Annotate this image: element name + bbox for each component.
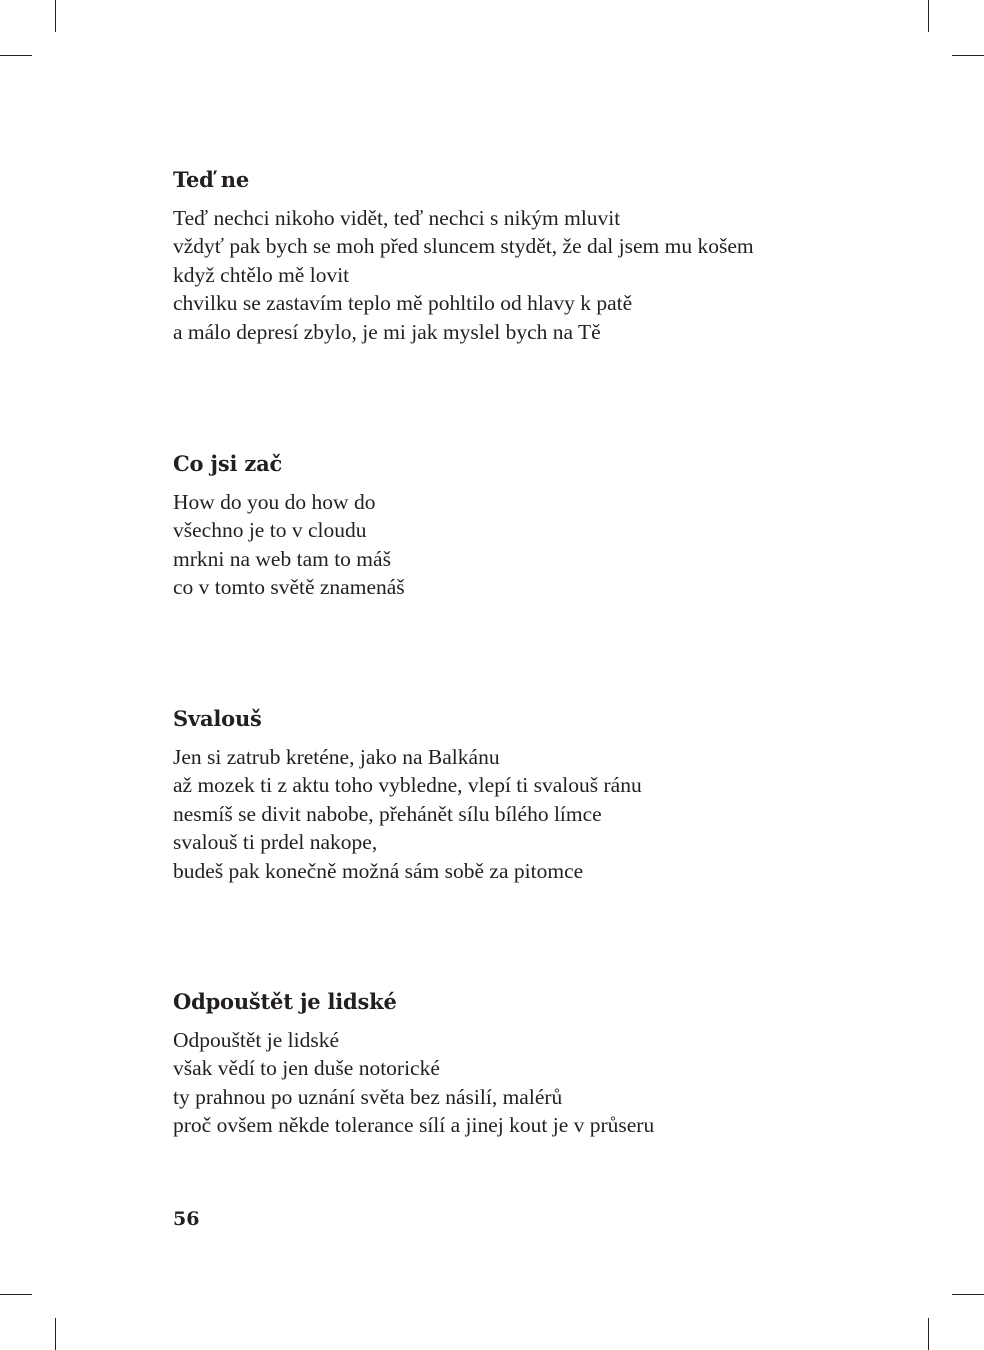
poem-line: How do you do how do bbox=[173, 490, 376, 514]
crop-mark-bottom-left-horizontal bbox=[0, 1294, 32, 1295]
poem-co-jsi-zac bbox=[173, 450, 893, 602]
poem-lines bbox=[173, 488, 893, 602]
poem-lines bbox=[173, 743, 893, 885]
page-number: 56 bbox=[173, 1208, 200, 1230]
poem-line: vždyť pak bych se moh před sluncem stydět, že dal jsem mu košem bbox=[173, 234, 754, 259]
poem-line: mrkni na web tam to máš bbox=[173, 546, 391, 571]
poem-line: všechno je to v cloudu bbox=[173, 518, 367, 543]
poem-line: a málo depresí zbylo, je mi jak myslel bych na Tě bbox=[173, 319, 601, 344]
poem-line: budeš pak konečně možná sám sobě za pitomce bbox=[173, 858, 584, 883]
poem-title: Svalouš bbox=[173, 706, 262, 731]
crop-mark-top-right-horizontal bbox=[952, 55, 984, 56]
poem-lines bbox=[173, 204, 893, 346]
poem-line: Odpouštět je lidské bbox=[173, 1028, 340, 1052]
poem-title: Teď ne bbox=[173, 167, 250, 192]
poem-line: svalouš ti prdel nakope, bbox=[173, 830, 378, 855]
crop-mark-top-left-horizontal bbox=[0, 55, 32, 56]
poem-odpoustet-je-lidske bbox=[173, 988, 893, 1140]
poem-line: když chtělo mě lovit bbox=[173, 262, 350, 287]
poem-lines bbox=[173, 1026, 893, 1140]
poem-ted-ne bbox=[173, 166, 893, 346]
poem-line: co v tomto světě znamenáš bbox=[173, 575, 405, 600]
crop-mark-top-left-vertical bbox=[55, 0, 56, 32]
crop-mark-bottom-right-vertical bbox=[928, 1318, 929, 1350]
poem-line: chvilku se zastavím teplo mě pohltilo od hlavy k patě bbox=[173, 291, 633, 316]
poem-line: proč ovšem někde tolerance sílí a jinej kout je v průseru bbox=[173, 1113, 655, 1138]
crop-mark-bottom-left-vertical bbox=[55, 1318, 56, 1350]
poem-svalous bbox=[173, 705, 893, 885]
crop-mark-bottom-right-horizontal bbox=[952, 1294, 984, 1295]
poem-line: až mozek ti z aktu toho vybledne, vlepí ti svalouš ránu bbox=[173, 773, 642, 798]
poem-line: Teď nechci nikoho vidět, teď nechci s nikým mluvit bbox=[173, 206, 621, 230]
poem-line: nesmíš se divit nabobe, přehánět sílu bílého límce bbox=[173, 801, 602, 826]
crop-mark-top-right-vertical bbox=[928, 0, 929, 32]
poem-line: ty prahnou po uznání světa bez násilí, malérů bbox=[173, 1084, 563, 1109]
poem-line: však vědí to jen duše notorické bbox=[173, 1056, 440, 1081]
poem-title: Odpouštět je lidské bbox=[173, 989, 397, 1014]
poem-title: Co jsi zač bbox=[173, 451, 283, 476]
poem-line: Jen si zatrub kreténe, jako na Balkánu bbox=[173, 745, 500, 769]
